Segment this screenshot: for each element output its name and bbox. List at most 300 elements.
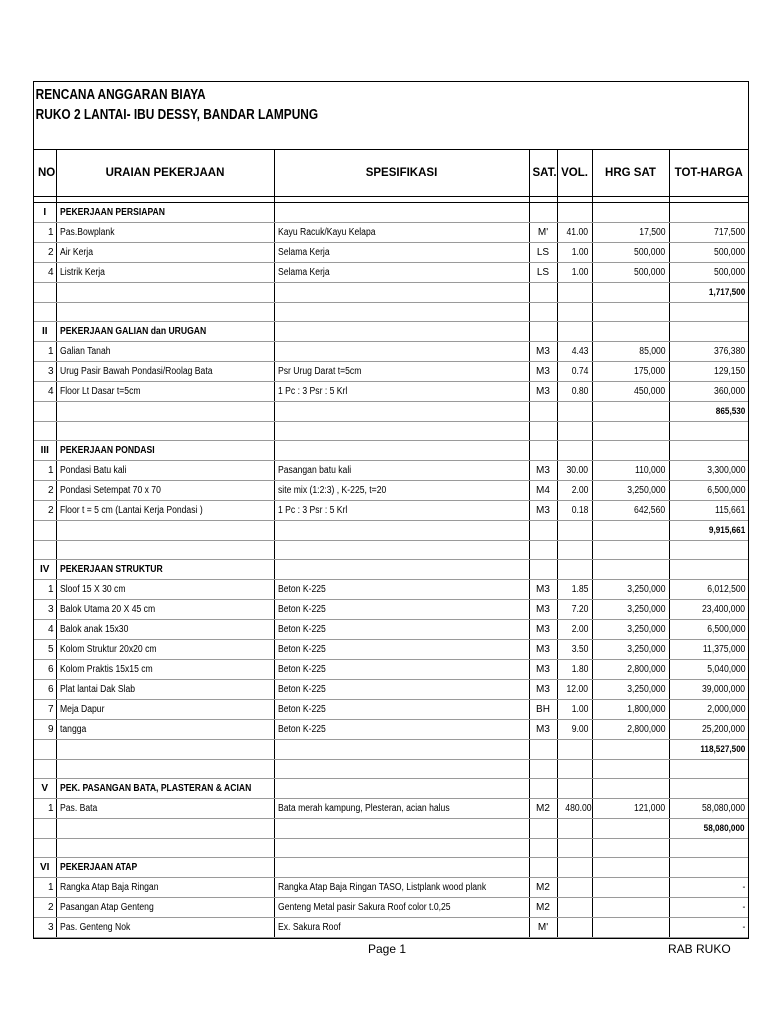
item-no: 1 bbox=[34, 580, 56, 600]
item-specification bbox=[274, 342, 529, 362]
empty-cell bbox=[274, 819, 529, 839]
empty-cell bbox=[274, 858, 529, 878]
subtotal-row bbox=[34, 819, 748, 839]
empty-cell bbox=[557, 441, 592, 461]
item-no: 1 bbox=[34, 223, 56, 243]
item-volume bbox=[557, 461, 592, 481]
item-volume-text: 2.00 bbox=[571, 485, 589, 496]
footer-page: Page 1 bbox=[368, 942, 407, 956]
item-total-price-text: 2,000,000 bbox=[706, 704, 745, 715]
item-unit-price bbox=[592, 580, 669, 600]
spacer-row bbox=[34, 303, 748, 322]
item-volume bbox=[557, 680, 592, 700]
empty-cell bbox=[557, 740, 592, 760]
item-description-text: Pasangan Atap Genteng bbox=[59, 902, 154, 913]
item-no: 2 bbox=[34, 481, 56, 501]
item-specification bbox=[274, 878, 529, 898]
empty-cell bbox=[56, 402, 274, 422]
item-specification bbox=[274, 918, 529, 938]
item-unit-price-text: 3,250,000 bbox=[627, 684, 666, 695]
footer-doc-name: RAB RUKO bbox=[668, 942, 731, 956]
empty-cell bbox=[592, 819, 669, 839]
section-number: III bbox=[34, 441, 56, 461]
item-specification bbox=[274, 263, 529, 283]
empty-cell bbox=[557, 858, 592, 878]
item-unit: LS bbox=[529, 263, 557, 283]
table-row bbox=[34, 620, 748, 640]
item-total-price-text: 11,375,000 bbox=[702, 644, 745, 655]
item-total-price-text: 6,500,000 bbox=[706, 485, 745, 496]
item-description-text: Rangka Atap Baja Ringan bbox=[59, 882, 158, 893]
section-number: I bbox=[34, 203, 56, 223]
item-total-price-text: 23,400,000 bbox=[701, 604, 745, 615]
item-description bbox=[56, 799, 274, 819]
item-description bbox=[56, 600, 274, 620]
section-title bbox=[56, 322, 274, 342]
item-unit-price bbox=[592, 223, 669, 243]
item-unit: M' bbox=[529, 918, 557, 938]
item-specification-text: Beton K-225 bbox=[277, 584, 326, 595]
rab-sheet bbox=[33, 81, 749, 939]
empty-cell bbox=[274, 521, 529, 541]
item-unit-price bbox=[592, 700, 669, 720]
empty-cell bbox=[592, 303, 669, 322]
item-description-text: Listrik Kerja bbox=[59, 267, 105, 278]
item-description bbox=[56, 660, 274, 680]
item-volume bbox=[557, 481, 592, 501]
item-no: 5 bbox=[34, 640, 56, 660]
item-description bbox=[56, 243, 274, 263]
item-unit-price-text: 2,800,000 bbox=[627, 664, 666, 675]
item-volume-text: 7.20 bbox=[571, 604, 589, 615]
empty-cell bbox=[274, 740, 529, 760]
empty-cell bbox=[669, 779, 748, 799]
empty-cell bbox=[557, 819, 592, 839]
table-row bbox=[34, 580, 748, 600]
item-unit-price bbox=[592, 501, 669, 521]
item-unit-price bbox=[592, 461, 669, 481]
empty-cell bbox=[529, 283, 557, 303]
item-volume bbox=[557, 243, 592, 263]
empty-cell bbox=[34, 760, 56, 779]
item-no: 1 bbox=[34, 461, 56, 481]
item-description bbox=[56, 878, 274, 898]
section-title bbox=[56, 441, 274, 461]
header-spesifikasi: SPESIFIKASI bbox=[274, 150, 529, 197]
item-unit-price-text: 1,800,000 bbox=[627, 704, 666, 715]
empty-cell bbox=[56, 283, 274, 303]
item-volume-text: 1.85 bbox=[571, 584, 589, 595]
empty-cell bbox=[274, 303, 529, 322]
item-total-price-text: 58,080,000 bbox=[701, 803, 745, 814]
header-no: NO bbox=[34, 150, 56, 197]
item-total-price bbox=[669, 342, 748, 362]
empty-cell bbox=[592, 422, 669, 441]
item-volume-text: 2.00 bbox=[571, 624, 589, 635]
item-no: 7 bbox=[34, 700, 56, 720]
empty-cell bbox=[56, 740, 274, 760]
section-number: VI bbox=[34, 858, 56, 878]
spacer-row bbox=[34, 839, 748, 858]
item-unit: M3 bbox=[529, 620, 557, 640]
item-unit-price-text: 642,560 bbox=[634, 505, 666, 516]
item-total-price bbox=[669, 700, 748, 720]
section-title bbox=[56, 858, 274, 878]
section-subtotal bbox=[669, 283, 748, 303]
item-unit: M3 bbox=[529, 580, 557, 600]
empty-cell bbox=[34, 422, 56, 441]
item-unit-price bbox=[592, 878, 669, 898]
item-specification-text: Beton K-225 bbox=[277, 624, 326, 635]
empty-cell bbox=[274, 203, 529, 223]
empty-cell bbox=[592, 322, 669, 342]
section-header-row bbox=[34, 779, 748, 799]
item-specification-text: Beton K-225 bbox=[277, 684, 326, 695]
item-unit-price bbox=[592, 382, 669, 402]
item-total-price bbox=[669, 898, 748, 918]
empty-cell bbox=[274, 322, 529, 342]
item-unit: M3 bbox=[529, 720, 557, 740]
item-volume-text: 1.00 bbox=[571, 267, 589, 278]
item-total-price-text: 6,012,500 bbox=[706, 584, 745, 595]
section-title bbox=[56, 203, 274, 223]
item-total-price bbox=[669, 481, 748, 501]
item-volume-text: 1.00 bbox=[571, 704, 589, 715]
table-row bbox=[34, 382, 748, 402]
header-uraian: URAIAN PEKERJAAN bbox=[56, 150, 274, 197]
item-description-text: Pondasi Setempat 70 x 70 bbox=[59, 485, 161, 496]
item-no: 3 bbox=[34, 600, 56, 620]
empty-cell bbox=[592, 541, 669, 560]
item-specification-text: Beton K-225 bbox=[277, 704, 326, 715]
item-description bbox=[56, 263, 274, 283]
item-description-text: Balok Utama 20 X 45 cm bbox=[59, 604, 155, 615]
empty-cell bbox=[274, 560, 529, 580]
item-volume-text: 1.00 bbox=[571, 247, 589, 258]
item-unit-price bbox=[592, 898, 669, 918]
item-specification bbox=[274, 898, 529, 918]
empty-cell bbox=[529, 303, 557, 322]
section-subtotal bbox=[669, 740, 748, 760]
item-volume bbox=[557, 700, 592, 720]
item-volume-text: 0.74 bbox=[571, 366, 589, 377]
item-specification bbox=[274, 580, 529, 600]
item-volume bbox=[557, 918, 592, 938]
empty-cell bbox=[557, 541, 592, 560]
item-description-text: tangga bbox=[59, 724, 86, 735]
table-row bbox=[34, 918, 748, 938]
item-unit-price bbox=[592, 342, 669, 362]
item-unit-price bbox=[592, 620, 669, 640]
item-description bbox=[56, 501, 274, 521]
item-volume-text: 9.00 bbox=[571, 724, 589, 735]
empty-cell bbox=[529, 441, 557, 461]
header-hrg-sat: HRG SAT bbox=[592, 150, 669, 197]
item-description-text: Floor Lt Dasar t=5cm bbox=[59, 386, 141, 397]
item-specification-text: Psr Urug Darat t=5cm bbox=[277, 366, 361, 377]
item-total-price bbox=[669, 799, 748, 819]
item-total-price-text: 717,500 bbox=[713, 227, 745, 238]
item-description bbox=[56, 898, 274, 918]
empty-cell bbox=[274, 402, 529, 422]
item-total-price-text: 115,661 bbox=[714, 505, 745, 516]
item-no: 2 bbox=[34, 501, 56, 521]
item-total-price-text: - bbox=[742, 902, 745, 913]
empty-cell bbox=[529, 521, 557, 541]
item-unit: M3 bbox=[529, 382, 557, 402]
empty-cell bbox=[557, 303, 592, 322]
item-volume bbox=[557, 898, 592, 918]
empty-cell bbox=[557, 560, 592, 580]
item-volume bbox=[557, 263, 592, 283]
item-unit-price bbox=[592, 799, 669, 819]
item-specification bbox=[274, 501, 529, 521]
table-row bbox=[34, 660, 748, 680]
item-no: 1 bbox=[34, 878, 56, 898]
empty-cell bbox=[56, 303, 274, 322]
item-description-text: Kolom Struktur 20x20 cm bbox=[59, 644, 157, 655]
empty-cell bbox=[34, 541, 56, 560]
item-no: 6 bbox=[34, 660, 56, 680]
item-unit-price bbox=[592, 362, 669, 382]
item-description-text: Galian Tanah bbox=[59, 346, 111, 357]
table-row bbox=[34, 461, 748, 481]
item-volume bbox=[557, 580, 592, 600]
empty-cell bbox=[669, 560, 748, 580]
item-total-price bbox=[669, 620, 748, 640]
document-title bbox=[34, 82, 748, 150]
empty-cell bbox=[529, 858, 557, 878]
item-total-price-text: 500,000 bbox=[713, 267, 745, 278]
item-total-price bbox=[669, 362, 748, 382]
empty-cell bbox=[34, 839, 56, 858]
item-total-price-text: - bbox=[742, 922, 745, 933]
item-volume bbox=[557, 620, 592, 640]
item-unit: M2 bbox=[529, 878, 557, 898]
item-specification-text: Beton K-225 bbox=[277, 724, 326, 735]
item-volume-text: 480.00 bbox=[564, 803, 592, 814]
item-description-text: Air Kerja bbox=[59, 247, 93, 258]
empty-cell bbox=[669, 203, 748, 223]
item-total-price-text: 25,200,000 bbox=[701, 724, 745, 735]
header-vol: VOL. bbox=[557, 150, 592, 197]
item-unit: M3 bbox=[529, 640, 557, 660]
empty-cell bbox=[557, 283, 592, 303]
item-specification-text: Beton K-225 bbox=[277, 604, 326, 615]
item-specification bbox=[274, 461, 529, 481]
item-volume bbox=[557, 878, 592, 898]
item-volume-text: 12.00 bbox=[566, 684, 589, 695]
item-no: 3 bbox=[34, 918, 56, 938]
item-specification-text: Selama Kerja bbox=[277, 267, 330, 278]
item-specification-text: Selama Kerja bbox=[277, 247, 330, 258]
item-unit: M2 bbox=[529, 799, 557, 819]
section-title-text: PEKERJAAN STRUKTUR bbox=[59, 564, 163, 575]
item-volume bbox=[557, 660, 592, 680]
spacer-row bbox=[34, 422, 748, 441]
item-specification-text: Bata merah kampung, Plesteran, acian halus bbox=[277, 803, 450, 814]
item-description bbox=[56, 362, 274, 382]
item-total-price bbox=[669, 263, 748, 283]
item-no: 1 bbox=[34, 342, 56, 362]
item-volume-text: 4.43 bbox=[571, 346, 589, 357]
item-unit-price-text: 110,000 bbox=[635, 465, 666, 476]
item-unit-price-text: 3,250,000 bbox=[627, 584, 666, 595]
item-description bbox=[56, 342, 274, 362]
item-volume-text: 1.80 bbox=[571, 664, 589, 675]
empty-cell bbox=[34, 740, 56, 760]
item-total-price bbox=[669, 461, 748, 481]
empty-cell bbox=[274, 779, 529, 799]
item-total-price-text: - bbox=[742, 882, 745, 893]
empty-cell bbox=[557, 422, 592, 441]
section-title-text: PEKERJAAN GALIAN dan URUGAN bbox=[59, 326, 206, 337]
empty-cell bbox=[592, 740, 669, 760]
item-description bbox=[56, 620, 274, 640]
item-description-text: Pondasi Batu kali bbox=[59, 465, 126, 476]
item-specification-text: 1 Pc : 3 Psr : 5 Krl bbox=[277, 505, 347, 516]
table-row bbox=[34, 720, 748, 740]
item-unit-price-text: 3,250,000 bbox=[627, 604, 666, 615]
section-header-row bbox=[34, 560, 748, 580]
section-subtotal-text: 118,527,500 bbox=[700, 744, 745, 755]
item-specification-text: Rangka Atap Baja Ringan TASO, Listplank wood plank bbox=[277, 882, 486, 893]
item-specification-text: site mix (1:2:3) , K-225, t=20 bbox=[277, 485, 386, 496]
subtotal-row bbox=[34, 521, 748, 541]
empty-cell bbox=[274, 541, 529, 560]
empty-cell bbox=[56, 819, 274, 839]
empty-cell bbox=[557, 521, 592, 541]
item-unit-price bbox=[592, 481, 669, 501]
item-unit-price-text: 3,250,000 bbox=[627, 644, 666, 655]
item-specification bbox=[274, 243, 529, 263]
section-subtotal bbox=[669, 819, 748, 839]
item-description-text: Kolom Praktis 15x15 cm bbox=[59, 664, 153, 675]
empty-cell bbox=[34, 819, 56, 839]
table-row bbox=[34, 223, 748, 243]
item-total-price-text: 3,300,000 bbox=[706, 465, 745, 476]
item-unit: M3 bbox=[529, 600, 557, 620]
empty-cell bbox=[592, 760, 669, 779]
item-unit: M' bbox=[529, 223, 557, 243]
item-description-text: Pas. Genteng Nok bbox=[59, 922, 130, 933]
table-row bbox=[34, 263, 748, 283]
item-specification-text: Ex. Sakura Roof bbox=[277, 922, 341, 933]
item-no: 1 bbox=[34, 799, 56, 819]
item-volume bbox=[557, 382, 592, 402]
item-unit-price-text: 450,000 bbox=[634, 386, 666, 397]
item-specification-text: Kayu Racuk/Kayu Kelapa bbox=[277, 227, 376, 238]
item-description bbox=[56, 382, 274, 402]
item-unit-price-text: 3,250,000 bbox=[627, 485, 666, 496]
item-unit-price-text: 3,250,000 bbox=[627, 624, 666, 635]
budget-table bbox=[34, 150, 748, 938]
item-total-price-text: 360,000 bbox=[713, 386, 745, 397]
table-row bbox=[34, 878, 748, 898]
empty-cell bbox=[529, 422, 557, 441]
title-line-2: RUKO 2 LANTAI- IBU DESSY, BANDAR LAMPUNG bbox=[35, 107, 319, 123]
item-description bbox=[56, 720, 274, 740]
item-specification bbox=[274, 223, 529, 243]
table-row bbox=[34, 481, 748, 501]
empty-cell bbox=[34, 303, 56, 322]
section-title bbox=[56, 560, 274, 580]
item-total-price-text: 129,150 bbox=[713, 366, 745, 377]
item-no: 4 bbox=[34, 382, 56, 402]
table-row bbox=[34, 700, 748, 720]
item-unit-price-text: 500,000 bbox=[634, 247, 666, 258]
empty-cell bbox=[34, 402, 56, 422]
item-volume bbox=[557, 362, 592, 382]
empty-cell bbox=[592, 560, 669, 580]
section-subtotal-text: 9,915,661 bbox=[708, 525, 745, 536]
item-no: 9 bbox=[34, 720, 56, 740]
item-volume bbox=[557, 720, 592, 740]
item-unit-price bbox=[592, 680, 669, 700]
item-total-price bbox=[669, 660, 748, 680]
empty-cell bbox=[529, 402, 557, 422]
item-total-price bbox=[669, 382, 748, 402]
item-no: 4 bbox=[34, 263, 56, 283]
item-total-price bbox=[669, 878, 748, 898]
empty-cell bbox=[669, 839, 748, 858]
item-total-price bbox=[669, 501, 748, 521]
item-specification bbox=[274, 481, 529, 501]
item-no: 6 bbox=[34, 680, 56, 700]
item-unit: LS bbox=[529, 243, 557, 263]
empty-cell bbox=[669, 322, 748, 342]
item-description-text: Balok anak 15x30 bbox=[59, 624, 128, 635]
empty-cell bbox=[592, 441, 669, 461]
item-unit: M2 bbox=[529, 898, 557, 918]
empty-cell bbox=[592, 858, 669, 878]
empty-cell bbox=[529, 779, 557, 799]
item-total-price bbox=[669, 223, 748, 243]
section-subtotal-text: 58,080,000 bbox=[704, 823, 745, 834]
item-description-text: Sloof 15 X 30 cm bbox=[59, 584, 125, 595]
empty-cell bbox=[592, 283, 669, 303]
empty-cell bbox=[56, 541, 274, 560]
section-subtotal bbox=[669, 402, 748, 422]
empty-cell bbox=[56, 521, 274, 541]
table-header-row bbox=[34, 150, 748, 197]
item-unit-price-text: 121,000 bbox=[634, 803, 666, 814]
item-specification bbox=[274, 799, 529, 819]
empty-cell bbox=[669, 303, 748, 322]
empty-cell bbox=[529, 819, 557, 839]
item-specification bbox=[274, 600, 529, 620]
item-specification bbox=[274, 362, 529, 382]
item-specification bbox=[274, 660, 529, 680]
item-specification bbox=[274, 680, 529, 700]
empty-cell bbox=[56, 422, 274, 441]
item-unit-price bbox=[592, 660, 669, 680]
empty-cell bbox=[669, 422, 748, 441]
item-description bbox=[56, 223, 274, 243]
empty-cell bbox=[557, 760, 592, 779]
section-header-row bbox=[34, 441, 748, 461]
item-no: 3 bbox=[34, 362, 56, 382]
table-row bbox=[34, 799, 748, 819]
item-description bbox=[56, 580, 274, 600]
item-unit: M3 bbox=[529, 680, 557, 700]
table-row bbox=[34, 243, 748, 263]
spacer-row bbox=[34, 760, 748, 779]
item-specification-text: Beton K-225 bbox=[277, 644, 326, 655]
table-row bbox=[34, 600, 748, 620]
item-unit: BH bbox=[529, 700, 557, 720]
subtotal-row bbox=[34, 740, 748, 760]
